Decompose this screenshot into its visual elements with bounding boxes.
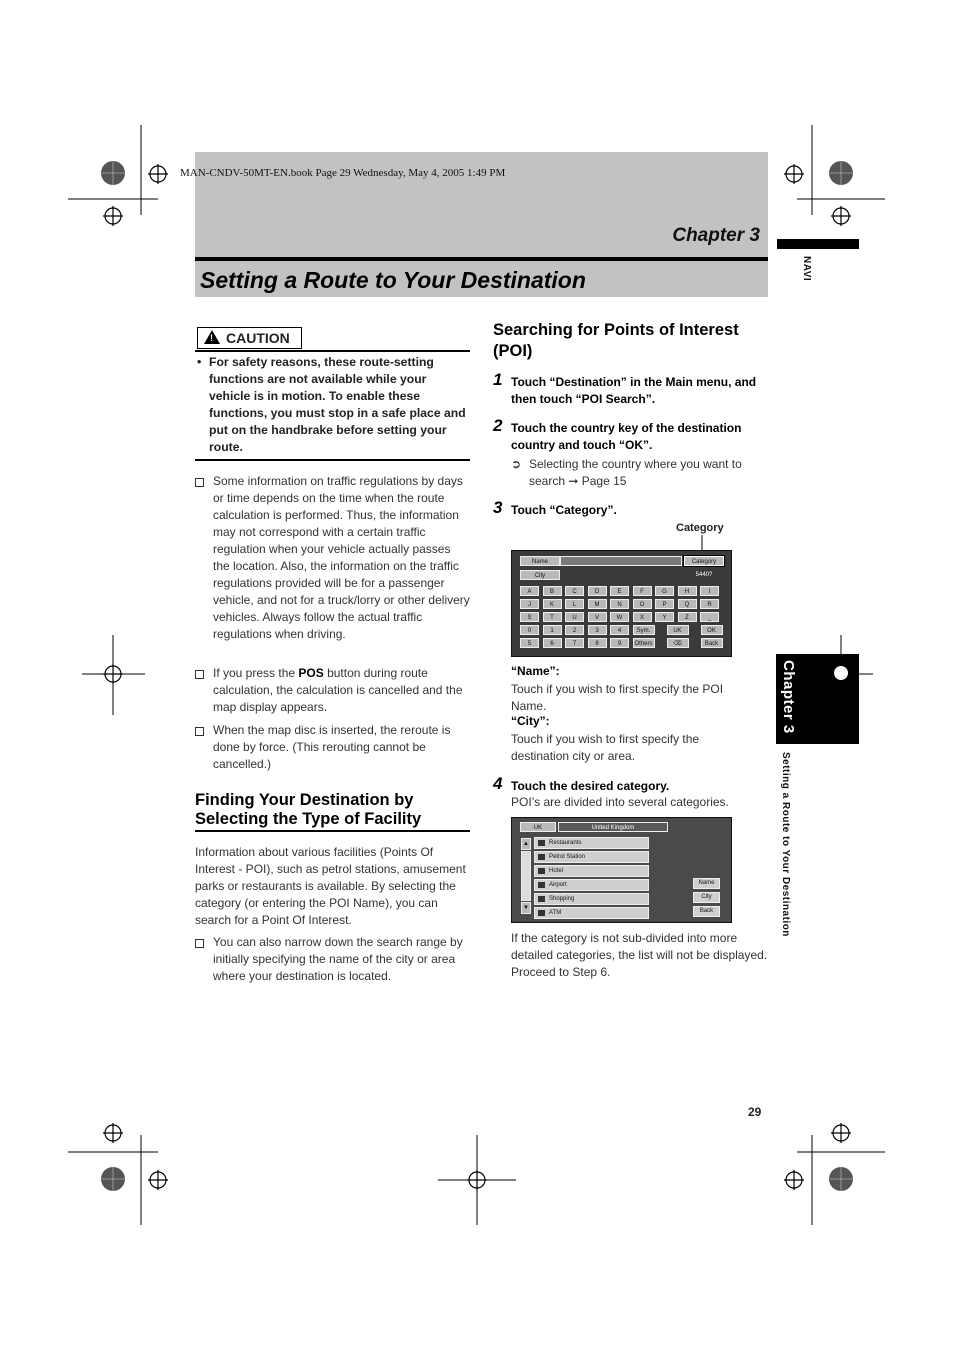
checkbox-bullet-icon bbox=[195, 727, 204, 736]
category-icon bbox=[538, 896, 545, 902]
header-rule bbox=[195, 257, 768, 261]
keyboard-key[interactable]: _ bbox=[700, 612, 719, 622]
category-icon bbox=[538, 840, 545, 846]
name-option-desc: Touch if you wish to first specify the POI Name. bbox=[511, 682, 724, 713]
keyboard-key[interactable]: H bbox=[678, 586, 697, 596]
category-callout-label: Category bbox=[676, 522, 724, 534]
category-item-label: Petrol Station bbox=[549, 854, 586, 860]
caution-top-rule bbox=[195, 350, 470, 352]
keyboard-key[interactable]: 3 bbox=[588, 625, 607, 635]
poi-keyboard-screen bbox=[511, 550, 732, 657]
arrow-bullet-icon: ➲ bbox=[511, 457, 522, 471]
chapter-tab-label: Chapter 3 bbox=[780, 660, 797, 734]
category-icon bbox=[538, 910, 545, 916]
keyboard-key[interactable]: Y bbox=[655, 612, 674, 622]
name-option-label: “Name”: bbox=[511, 664, 560, 678]
name-button[interactable]: Name bbox=[520, 556, 560, 566]
category-item-label: Shopping bbox=[549, 896, 575, 902]
keyboard-key[interactable]: UK bbox=[667, 625, 689, 635]
side-button[interactable]: City bbox=[693, 892, 720, 903]
page-ref-arrow-icon: ➞ bbox=[568, 474, 579, 488]
category-list-item[interactable] bbox=[534, 837, 649, 849]
keyboard-key[interactable]: Back bbox=[701, 638, 723, 648]
section-side-label: Setting a Route to Your Destination bbox=[780, 752, 791, 937]
keyboard-key[interactable]: W bbox=[610, 612, 629, 622]
checkbox-bullet-icon bbox=[195, 478, 204, 487]
section-heading-facility: Finding Your Destination by Selecting the Type of Facility bbox=[195, 791, 422, 828]
keyboard-key[interactable]: O bbox=[633, 599, 652, 609]
country-button[interactable]: UK bbox=[520, 822, 556, 832]
keyboard-key[interactable]: B bbox=[543, 586, 562, 596]
caution-bottom-rule bbox=[195, 459, 470, 461]
scrollbar[interactable] bbox=[521, 851, 531, 901]
category-item-label: ATM bbox=[549, 910, 562, 916]
step-4-desc: POI’s are divided into several categories. bbox=[511, 795, 729, 809]
city-option-desc: Touch if you wish to first specify the destination city or area. bbox=[511, 732, 700, 763]
keyboard-key[interactable]: E bbox=[610, 586, 629, 596]
note-map-disc: When the map disc is inserted, the reroute is done by force. (This rerouting cannot be cancelled.) bbox=[195, 722, 470, 773]
closing-paragraph: If the category is not sub-divided into more detailed categories, the list will not be displayed. Proceed to Step 6. bbox=[511, 931, 768, 979]
chapter-tab-marker-icon bbox=[834, 666, 848, 680]
category-icon bbox=[538, 854, 545, 860]
keyboard-key[interactable]: 9 bbox=[610, 638, 629, 648]
note-pos-button: If you press the POS button during route calculation, the calculation is cancelled and the map display appears. bbox=[195, 665, 470, 716]
keyboard-key[interactable]: A bbox=[520, 586, 539, 596]
step-number: 2 bbox=[493, 416, 503, 435]
name-entry-field[interactable] bbox=[560, 556, 682, 566]
navi-tab-label: NAVI bbox=[801, 256, 812, 282]
step-4-text: Touch the desired category. bbox=[511, 779, 670, 793]
keyboard-key[interactable]: T bbox=[543, 612, 562, 622]
category-item-label: Hotel bbox=[549, 868, 564, 874]
keyboard-key[interactable]: 6 bbox=[543, 638, 562, 648]
category-list-item[interactable] bbox=[534, 851, 649, 863]
keyboard-key[interactable]: C bbox=[565, 586, 584, 596]
keyboard-key[interactable]: F bbox=[633, 586, 652, 596]
step-1-text: Touch “Destination” in the Main menu, and then touch “POI Search”. bbox=[511, 375, 757, 406]
note-traffic-regulations: Some information on traffic regulations by days or time depends on the time when the route calculation is performed. Thus, the information may not correspond with a certain traffic regulation when your vehicle actually passes the location. Also, the information on the traffic regulations provided will be for a passenger vehicle, and not for a truck/lorry or other delivery vehicles. Always follow the actual traffic regulations when driving. bbox=[195, 473, 470, 643]
keyboard-key[interactable]: R bbox=[700, 599, 719, 609]
keyboard-key[interactable]: X bbox=[633, 612, 652, 622]
poi-category-screen bbox=[511, 817, 732, 923]
keyboard-key[interactable]: L bbox=[565, 599, 584, 609]
caution-label: CAUTION bbox=[226, 330, 290, 346]
keyboard-key[interactable]: V bbox=[588, 612, 607, 622]
section-heading-rule bbox=[195, 830, 470, 832]
keyboard-key[interactable]: 4 bbox=[610, 625, 629, 635]
page-number: 29 bbox=[748, 1105, 762, 1119]
category-list-item[interactable] bbox=[534, 879, 649, 891]
country-name: United Kingdom bbox=[558, 822, 668, 832]
keyboard-key[interactable]: 8 bbox=[588, 638, 607, 648]
side-button[interactable]: Back bbox=[693, 906, 720, 917]
step-number: 3 bbox=[493, 498, 503, 517]
keyboard-key[interactable]: Sym. bbox=[633, 625, 655, 635]
keyboard-key[interactable]: 5 bbox=[520, 638, 539, 648]
caution-body: For safety reasons, these route-setting functions are not available while your vehicle is in motion. To enable these functions, you must stop in a safe place and put on the handbrake before setting your route. bbox=[209, 355, 466, 454]
category-list-item[interactable] bbox=[534, 865, 649, 877]
keyboard-key[interactable]: ⌫ bbox=[667, 638, 689, 648]
chapter-tab bbox=[776, 654, 859, 744]
keyboard-key[interactable]: D bbox=[588, 586, 607, 596]
category-item-label: Restaurants bbox=[549, 840, 582, 846]
category-item-label: Airport bbox=[549, 882, 567, 888]
caution-text: • For safety reasons, these route-setting functions are not available while your vehicle is in motion. To enable these functions, you must stop in a safe place and put on the handbrake before setting your route. bbox=[197, 354, 469, 456]
keyboard-key[interactable]: 2 bbox=[565, 625, 584, 635]
keyboard-key[interactable]: S bbox=[520, 612, 539, 622]
section-paragraph: Information about various facilities (Points Of Interest - POI), such as petrol stations, amusement parks or restaurants is available. By selecting the category (or entering the POI Name), you can search for a Point Of Interest. bbox=[195, 845, 466, 927]
keyboard-key[interactable]: Q bbox=[678, 599, 697, 609]
file-info-line: MAN-CNDV-50MT-EN.book Page 29 Wednesday, May 4, 2005 1:49 PM bbox=[180, 167, 506, 179]
keyboard-key[interactable]: Others bbox=[633, 638, 655, 648]
keyboard-key[interactable]: U bbox=[565, 612, 584, 622]
navi-tab-bar bbox=[777, 239, 859, 249]
keyboard-key[interactable]: 1 bbox=[543, 625, 562, 635]
keyboard-key[interactable]: 7 bbox=[565, 638, 584, 648]
city-button[interactable]: City bbox=[520, 570, 560, 580]
category-icon bbox=[538, 868, 545, 874]
keyboard-key[interactable]: Z bbox=[678, 612, 697, 622]
keyboard-key[interactable]: OK bbox=[701, 625, 723, 635]
checkbox-bullet-icon bbox=[195, 670, 204, 679]
keyboard-key[interactable]: N bbox=[610, 599, 629, 609]
keyboard-key[interactable]: 0 bbox=[520, 625, 539, 635]
keyboard-key[interactable]: I bbox=[700, 586, 719, 596]
step-2-subnote: ➲ Selecting the country where you want to search ➞ Page 15 bbox=[511, 457, 742, 488]
scroll-down-button[interactable]: ▼ bbox=[521, 902, 531, 914]
city-option-label: “City”: bbox=[511, 714, 550, 728]
side-button[interactable]: Name bbox=[693, 878, 720, 889]
keyboard-key[interactable]: J bbox=[520, 599, 539, 609]
keyboard-key[interactable]: G bbox=[655, 586, 674, 596]
chapter-label: Chapter 3 bbox=[672, 225, 760, 246]
step-2-text: Touch the country key of the destination country and touch “OK”. bbox=[511, 421, 742, 452]
category-list-item[interactable] bbox=[534, 907, 649, 919]
page-title: Setting a Route to Your Destination bbox=[200, 267, 586, 293]
keyboard-key[interactable]: M bbox=[588, 599, 607, 609]
note-narrow-search: You can also narrow down the search range by initially specifying the name of the city or area where your destination is located. bbox=[195, 934, 470, 985]
keyboard-key[interactable]: P bbox=[655, 599, 674, 609]
category-button[interactable]: Category bbox=[684, 556, 724, 566]
scroll-up-button[interactable]: ▲ bbox=[521, 838, 531, 850]
checkbox-bullet-icon bbox=[195, 939, 204, 948]
category-list-item[interactable] bbox=[534, 893, 649, 905]
category-icon bbox=[538, 882, 545, 888]
caution-box: ! CAUTION bbox=[197, 327, 302, 349]
result-count: 5440? bbox=[684, 570, 724, 580]
step-number: 1 bbox=[493, 370, 503, 389]
step-number: 4 bbox=[493, 774, 503, 793]
step-3-text: Touch “Category”. bbox=[511, 503, 617, 517]
poi-heading: Searching for Points of Interest (POI) bbox=[493, 321, 739, 360]
keyboard-key[interactable]: K bbox=[543, 599, 562, 609]
